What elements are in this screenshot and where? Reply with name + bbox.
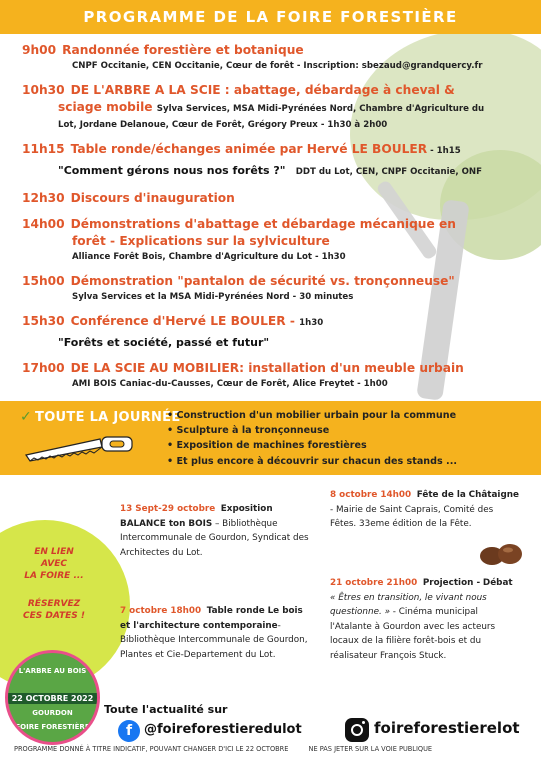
schedule-item-0900 [22, 42, 527, 73]
quote: "Comment gérons nous nos forêts ?" [58, 164, 286, 177]
instagram-handle-link[interactable]: foireforestierelot [374, 719, 520, 737]
footer-litter-notice: NE PAS JETER SUR LA VOIE PUBLIQUE [308, 745, 433, 753]
follow-label: Toute l'actualité sur [104, 703, 228, 716]
event-title-cont: BALANCE ton BOIS [120, 518, 213, 529]
schedule-item-1230 [22, 190, 527, 207]
event-exposition [120, 502, 310, 560]
event-title: Table ronde [206, 606, 265, 616]
list-item: • Sculpture à la tronçonneuse [167, 425, 330, 437]
schedule-item-1030 [22, 82, 527, 132]
schedule-item-1500 [22, 273, 527, 304]
title-cont: forêt - Explications sur la sylviculture [72, 234, 330, 248]
title: Discours d'inauguration [70, 191, 235, 205]
allday-title [20, 409, 181, 425]
reminder-line: AVEC [40, 559, 68, 569]
reminder-line: LA FOIRE ... [24, 571, 84, 581]
event-date: 8 octobre 14h00 [330, 490, 412, 500]
schedule-item-1700 [22, 360, 527, 391]
time: 11h15 [22, 142, 65, 156]
event-title-cont: Débat [482, 578, 513, 588]
detail: Lot, Jordane Delanoue, Cœur de Forêt, Grégory Preux - 1h30 à 2h00 [58, 120, 388, 130]
event-detail: - Cinéma municipal l'Atalante à Gourdon avec les acteurs locaux de la filière forêt-bois et du réalisateur François Stuck. [330, 607, 496, 661]
title: DE L'ARBRE A LA SCIE : abattage, débardage à cheval & [70, 83, 455, 97]
detail: CNPF Occitanie, CEN Occitanie, Cœur de forêt - Inscription: sbezaud@grandquercy.fr [72, 61, 483, 71]
list-item: • Exposition de machines forestières [167, 440, 367, 452]
badge-place: GOURDON [32, 709, 73, 717]
time: 10h30 [22, 83, 65, 97]
title: Randonnée forestière et botanique [62, 43, 304, 57]
event-title-cont: Le bois et l'architecture contemporaine [120, 606, 303, 631]
reminder-line: EN LIEN [34, 547, 74, 557]
time: 15h00 [22, 274, 65, 288]
reminder-text [14, 546, 94, 622]
allday-band [0, 401, 541, 475]
handsaw-icon [22, 435, 142, 463]
time: 14h00 [22, 217, 65, 231]
badge-bottom-text: FOIRE FORESTIÈRE [15, 723, 90, 731]
allday-list [167, 408, 457, 469]
event-logo-badge [5, 650, 100, 745]
event-chataigne [330, 488, 520, 532]
duration: 1h30 [299, 318, 324, 328]
title: Conférence d'Hervé LE BOULER - [70, 314, 300, 328]
event-date: 7 octobre 18h00 [120, 606, 202, 616]
detail-inline: Sylva Services, MSA Midi-Pyrénées Nord, Chambre d'Agriculture du [156, 104, 485, 114]
facebook-handle-link[interactable]: @foireforestieredulot [144, 722, 302, 737]
event-detail: - Bibliothèque Intercommunale de Gourdon, Plantes et Cie-Departement du Lot. [120, 620, 308, 660]
event-detail: – Bibliothèque Intercommunale de Gourdon, Syndicat des Architectes du Lot. [120, 518, 309, 558]
event-title: Fête de la [416, 490, 466, 500]
duration: - 1h15 [427, 146, 461, 156]
footer-disclaimer: PROGRAMME DONNÉ À TITRE INDICATIF, POUVANT CHANGER D'ICI LE 22 OCTOBRE [14, 745, 289, 753]
event-title: Exposition [220, 504, 273, 514]
footer-notice [14, 745, 534, 753]
chestnut-icon [478, 540, 526, 566]
detail: Alliance Forêt Bois, Chambre d'Agriculture du Lot - 1h30 [72, 252, 346, 262]
event-quote: « Êtres en transition, le vivant nous questionne. » [330, 592, 487, 617]
time: 17h00 [22, 361, 65, 375]
event-title: Projection - [422, 578, 481, 588]
header-banner [0, 0, 541, 34]
detail: Sylva Services et la MSA Midi-Pyrénées Nord - 30 minutes [72, 292, 354, 302]
title: Table ronde/échanges animée par Hervé LE BOULER [70, 142, 428, 156]
time: 12h30 [22, 191, 65, 205]
title-cont: sciage mobile [58, 100, 153, 114]
badge-top-text: L'ARBRE AU BOIS [18, 667, 87, 675]
time: 15h30 [22, 314, 65, 328]
event-projection [330, 576, 520, 663]
checkmark-icon: ✓ [20, 409, 33, 425]
schedule-item-1400 [22, 216, 527, 264]
event-detail: - Mairie de Saint Caprais, Comité des Fêtes. 33eme édition de la Fête. [330, 504, 494, 529]
detail: AMI BOIS Caniac-du-Causses, Cœur de Forêt, Alice Freytet - 1h00 [72, 379, 388, 389]
title: DE LA SCIE AU MOBILIER: installation d'un meuble urbain [70, 361, 464, 375]
quote: "Forêts et société, passé et futur" [58, 336, 270, 349]
allday-title-text: TOUTE LA JOURNÉE [35, 410, 181, 425]
schedule-item-1115 [22, 141, 527, 181]
time: 9h00 [22, 43, 57, 57]
reminder-line: RÉSERVEZ [27, 599, 81, 609]
detail-inline: DDT du Lot, CEN, CNPF Occitanie, ONF [295, 167, 482, 177]
event-table-ronde [120, 604, 310, 662]
schedule-list [22, 42, 527, 400]
event-date: 13 Sept-29 octobre [120, 504, 216, 514]
facebook-icon[interactable]: f [118, 720, 140, 742]
event-title-cont: Châtaigne [468, 490, 519, 500]
instagram-icon[interactable] [345, 718, 369, 742]
page-title: PROGRAMME DE LA FOIRE FORESTIÈRE [83, 8, 458, 26]
title: Démonstrations d'abattage et débardage mécanique en [70, 217, 456, 231]
schedule-item-1530 [22, 313, 527, 351]
list-item: • Et plus encore à découvrir sur chacun des stands ... [167, 455, 457, 467]
list-item: • Construction d'un mobilier urbain pour la commune [167, 410, 457, 421]
badge-date: 22 OCTOBRE 2022 [8, 693, 97, 704]
title: Démonstration "pantalon de sécurité vs. tronçonneuse" [70, 274, 455, 288]
reminder-line: CES DATES ! [23, 611, 85, 621]
event-date: 21 octobre 21h00 [330, 578, 418, 588]
